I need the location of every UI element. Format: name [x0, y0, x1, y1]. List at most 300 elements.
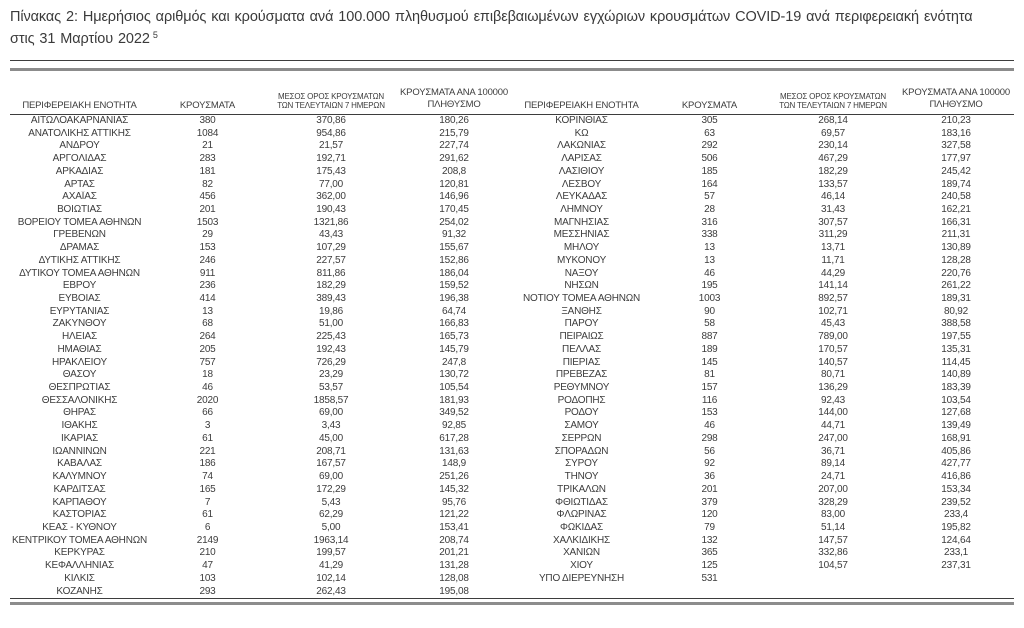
cases-cell: 246: [199, 254, 216, 266]
avg7-cell: 1963,14: [313, 534, 349, 546]
cases-cell: 74: [202, 471, 213, 483]
avg7-cell: 1321,86: [313, 216, 349, 228]
per100k-cell: 247,8: [441, 356, 467, 368]
region-cell: ΠΙΕΡΙΑΣ: [562, 356, 601, 368]
cases-cell: 92: [704, 458, 715, 470]
table-row: [512, 535, 1014, 548]
per100k-cell: 254,02: [439, 216, 469, 228]
cases-cell: 185: [701, 165, 718, 177]
avg7-cell: 208,71: [316, 445, 346, 457]
avg7-cell: 789,00: [818, 331, 848, 343]
avg7-cell: 370,86: [316, 114, 346, 126]
cases-cell: 205: [199, 343, 216, 355]
per100k-cell: 240,58: [941, 191, 971, 203]
avg7-cell: 104,57: [818, 560, 848, 572]
cases-cell: 181: [199, 165, 216, 177]
avg7-cell: 172,29: [316, 483, 346, 495]
avg7-cell: 170,57: [818, 343, 848, 355]
header-per100k-line1: ΚΡΟΥΣΜΑΤΑ ΑΝΑ 100000: [400, 87, 508, 99]
table-row: [512, 140, 1014, 153]
avg7-cell: 389,43: [316, 293, 346, 304]
region-cell: ΚΕΑΣ - ΚΥΘΝΟΥ: [42, 521, 117, 533]
per100k-cell: 159,52: [439, 280, 469, 292]
per100k-cell: 128,28: [941, 254, 971, 266]
per100k-cell: 201,21: [439, 547, 469, 559]
cases-cell: 221: [199, 445, 216, 457]
avg7-cell: 227,57: [316, 254, 346, 266]
header-region-label: ΠΕΡΙΦΕΡΕΙΑΚΗ ΕΝΟΤΗΤΑ: [22, 99, 137, 111]
table-row: [10, 497, 512, 510]
table-row: [10, 306, 512, 319]
region-cell: ΛΑΡΙΣΑΣ: [561, 153, 602, 165]
region-cell: ΔΡΑΜΑΣ: [59, 242, 100, 254]
avg7-cell: 467,29: [818, 153, 848, 165]
header-avg7-line1: ΜΕΣΟΣ ΟΡΟΣ ΚΡΟΥΣΜΑΤΩΝ: [278, 91, 384, 101]
cases-cell: 911: [199, 267, 216, 279]
region-cell: ΧΑΛΚΙΔΙΚΗΣ: [553, 534, 610, 546]
region-cell: ΚΑΛΥΜΝΟΥ: [52, 471, 107, 483]
cases-cell: 79: [704, 521, 715, 533]
region-cell: ΦΩΚΙΔΑΣ: [559, 521, 604, 533]
avg7-cell: 69,00: [318, 471, 344, 483]
table-row: [10, 446, 512, 459]
table-row: [512, 547, 1014, 560]
cases-cell: 283: [199, 153, 216, 165]
region-cell: ΘΕΣΣΑΛΟΝΙΚΗΣ: [41, 394, 118, 406]
cases-cell: 3: [204, 420, 211, 432]
table-row: [512, 497, 1014, 510]
region-cell: ΤΗΝΟΥ: [564, 471, 599, 483]
per100k-cell: [898, 573, 1014, 586]
table-row: [10, 179, 512, 192]
cases-cell: 61: [202, 509, 213, 521]
cases-cell: 2020: [196, 394, 219, 406]
region-cell: ΦΛΩΡΙΝΑΣ: [556, 509, 607, 521]
header-cases-label: ΚΡΟΥΣΜΑΤΑ: [179, 99, 236, 111]
cases-cell: 56: [704, 445, 715, 457]
header-per100k-line2: ΠΛΗΘΥΣΜΟ: [427, 99, 481, 111]
region-cell: ΜΑΓΝΗΣΙΑΣ: [554, 216, 609, 228]
per100k-cell: 128,08: [439, 572, 469, 584]
per100k-cell: 152,86: [439, 254, 469, 266]
table-row: [10, 484, 512, 497]
per100k-cell: 227,74: [439, 140, 469, 152]
cases-cell: 57: [704, 191, 715, 203]
region-cell: ΚΑΡΠΑΘΟΥ: [52, 496, 107, 508]
table-body-right: [512, 114, 1014, 585]
region-cell: ΚΕΡΚΥΡΑΣ: [54, 547, 105, 559]
avg7-cell: 46,14: [820, 191, 846, 203]
per100k-cell: 103,54: [941, 394, 971, 406]
table-row: [512, 446, 1014, 459]
header-avg7-line1: ΜΕΣΟΣ ΟΡΟΣ ΚΡΟΥΣΜΑΤΩΝ: [780, 91, 886, 101]
region-cell: ΝΟΤΙΟΥ ΤΟΜΕΑ ΑΘΗΝΩΝ: [522, 293, 641, 304]
per100k-cell: 617,28: [439, 432, 469, 444]
top-rule-thin: [10, 60, 1014, 61]
cases-cell: 120: [701, 509, 718, 521]
cases-cell: 1084: [196, 127, 219, 139]
table-row: [10, 293, 512, 306]
avg7-cell: 62,29: [318, 509, 344, 521]
table-row: [10, 369, 512, 382]
header-cases: [149, 71, 266, 115]
per100k-cell: 145,79: [439, 343, 469, 355]
avg7-cell: 45,43: [820, 318, 846, 330]
header-avg7: [266, 71, 396, 115]
cases-cell: 164: [701, 178, 718, 190]
avg7-cell: 107,29: [316, 242, 346, 254]
region-cell: ΛΑΣΙΘΙΟΥ: [558, 165, 605, 177]
table-row: [10, 458, 512, 471]
table-row: [10, 140, 512, 153]
covid-table-left-half: [10, 71, 512, 598]
header-avg7-line2: ΤΩΝ ΤΕΛΕΥΤΑΙΩΝ 7 ΗΜΕΡΩΝ: [779, 101, 887, 111]
region-cell: ΑΡΓΟΛΙΔΑΣ: [52, 153, 107, 165]
per100k-cell: 177,97: [941, 153, 971, 165]
per100k-cell: 189,31: [941, 293, 971, 304]
per100k-cell: 233,4: [943, 509, 969, 521]
cases-cell: 46: [202, 382, 213, 394]
per100k-cell: 131,63: [439, 445, 469, 457]
region-cell: ΜΥΚΟΝΟΥ: [556, 254, 607, 266]
per100k-cell: 220,76: [941, 267, 971, 279]
avg7-cell: 1858,57: [313, 394, 349, 406]
region-cell: ΚΕΝΤΡΙΚΟΥ ΤΟΜΕΑ ΑΘΗΝΩΝ: [11, 534, 148, 546]
table-row: [10, 509, 512, 522]
per100k-cell: 197,55: [941, 331, 971, 343]
avg7-cell: 167,57: [316, 458, 346, 470]
per100k-cell: 121,22: [439, 509, 469, 521]
region-cell: ΘΕΣΠΡΩΤΙΑΣ: [48, 382, 111, 394]
per100k-cell: 64,74: [441, 305, 467, 317]
cases-cell: 82: [202, 178, 213, 190]
avg7-cell: 24,71: [820, 471, 846, 483]
cases-cell: 210: [199, 547, 216, 559]
region-cell: ΡΟΔΟΠΗΣ: [557, 394, 606, 406]
table-row: [512, 369, 1014, 382]
header-region: [512, 71, 651, 115]
per100k-cell: 92,85: [441, 420, 467, 432]
cases-cell: 305: [701, 114, 718, 126]
per100k-cell: 261,22: [941, 280, 971, 292]
region-cell: ΠΑΡΟΥ: [564, 318, 599, 330]
per100k-cell: 245,42: [941, 165, 971, 177]
avg7-cell: 192,71: [316, 153, 346, 165]
table-row: [10, 331, 512, 344]
table-row: [512, 357, 1014, 370]
table-row: [512, 268, 1014, 281]
region-cell: ΣΠΟΡΑΔΩΝ: [554, 445, 609, 457]
avg7-cell: 19,86: [318, 305, 344, 317]
region-cell: ΝΗΣΩΝ: [564, 280, 599, 292]
table-row: [10, 560, 512, 573]
avg7-cell: 726,29: [316, 356, 346, 368]
table-row: [10, 433, 512, 446]
region-cell: ΠΕΛΛΑΣ: [562, 343, 601, 355]
region-cell: ΣΑΜΟΥ: [564, 420, 599, 432]
cases-cell: 153: [701, 407, 718, 419]
region-cell: ΠΕΙΡΑΙΩΣ: [559, 331, 604, 343]
cases-cell: 36: [704, 471, 715, 483]
cases-cell: 13: [704, 254, 715, 266]
avg7-cell: 311,29: [818, 229, 848, 241]
per100k-cell: 153,41: [439, 521, 469, 533]
table-row: [512, 458, 1014, 471]
per100k-cell: 189,74: [941, 178, 971, 190]
avg7-cell: 69,57: [820, 127, 846, 139]
region-cell: ΚΟΡΙΝΘΙΑΣ: [555, 114, 608, 126]
avg7-cell: 141,14: [818, 280, 848, 292]
table-row: [512, 229, 1014, 242]
table-row: [10, 255, 512, 268]
table-row: [512, 242, 1014, 255]
table-row: [512, 573, 1014, 586]
cases-cell: 66: [202, 407, 213, 419]
region-cell: ΑΡΤΑΣ: [64, 178, 95, 190]
avg7-cell: 892,57: [818, 293, 848, 304]
region-cell: ΘΗΡΑΣ: [63, 407, 96, 419]
cases-cell: 58: [704, 318, 715, 330]
table-row: [10, 268, 512, 281]
avg7-cell: 3,43: [321, 420, 341, 432]
per100k-cell: 155,67: [439, 242, 469, 254]
region-cell: ΘΑΣΟΥ: [62, 369, 97, 381]
avg7-cell: 230,14: [818, 140, 848, 152]
header-cases: [651, 71, 768, 115]
header-per100k: [898, 71, 1014, 115]
avg7-cell: 102,14: [316, 572, 346, 584]
cases-cell: 6: [204, 521, 211, 533]
avg7-cell: 13,71: [820, 242, 846, 254]
per100k-cell: 139,49: [941, 420, 971, 432]
region-cell: ΡΟΔΟΥ: [564, 407, 599, 419]
cases-cell: 13: [704, 242, 715, 254]
avg7-cell: 811,86: [316, 267, 346, 279]
table-row: [10, 471, 512, 484]
per100k-cell: 95,76: [441, 496, 467, 508]
per100k-cell: 145,32: [439, 483, 469, 495]
region-cell: ΚΑΣΤΟΡΙΑΣ: [52, 509, 107, 521]
avg7-cell: 328,29: [818, 496, 848, 508]
table-row: [512, 382, 1014, 395]
region-cell: ΓΡΕΒΕΝΩΝ: [53, 229, 106, 241]
table-row: [512, 204, 1014, 217]
cases-cell: 236: [199, 280, 216, 292]
per100k-cell: 120,81: [439, 178, 469, 190]
cases-cell: 201: [701, 483, 718, 495]
region-cell: ΙΚΑΡΙΑΣ: [60, 432, 99, 444]
table-row: [512, 114, 1014, 127]
cases-cell: 298: [701, 432, 718, 444]
avg7-cell: 190,43: [316, 203, 346, 215]
region-cell: ΔΥΤΙΚΗΣ ΑΤΤΙΚΗΣ: [38, 254, 121, 266]
table-row: [10, 547, 512, 560]
avg7-cell: 11,71: [821, 254, 845, 266]
cases-cell: 125: [701, 560, 718, 572]
per100k-cell: 127,68: [941, 407, 971, 419]
region-cell: ΚΩ: [574, 127, 589, 139]
table-row: [512, 191, 1014, 204]
per100k-cell: 130,72: [439, 369, 469, 381]
table-row: [10, 191, 512, 204]
per100k-cell: 208,8: [441, 165, 467, 177]
table-row: [512, 128, 1014, 141]
avg7-cell: 307,57: [818, 216, 848, 228]
table-row: [10, 420, 512, 433]
avg7-cell: [768, 573, 898, 586]
table-row: [512, 433, 1014, 446]
per100k-cell: 166,31: [941, 216, 971, 228]
per100k-cell: 210,23: [941, 114, 971, 126]
avg7-cell: 182,29: [818, 165, 848, 177]
table-row: [512, 331, 1014, 344]
cases-cell: 338: [701, 229, 718, 241]
per100k-cell: 165,73: [439, 331, 469, 343]
cases-cell: 379: [701, 496, 718, 508]
cases-cell: 46: [704, 420, 715, 432]
table-row: [512, 166, 1014, 179]
per100k-cell: 146,96: [439, 191, 469, 203]
avg7-cell: 225,43: [316, 331, 346, 343]
cases-cell: 2149: [196, 534, 219, 546]
per100k-cell: 166,83: [439, 318, 469, 330]
region-cell: ΕΥΒΟΙΑΣ: [58, 293, 101, 304]
per100k-cell: 91,32: [441, 229, 467, 241]
table-row: [512, 509, 1014, 522]
table-row: [512, 306, 1014, 319]
region-cell: ΥΠΟ ΔΙΕΡΕΥΝΗΣΗ: [538, 572, 625, 584]
table-row: [512, 217, 1014, 230]
cases-cell: 264: [199, 331, 216, 343]
per100k-cell: 195,08: [439, 585, 469, 597]
avg7-cell: 92,43: [820, 394, 846, 406]
region-cell: ΦΘΙΩΤΙΔΑΣ: [555, 496, 608, 508]
region-cell: ΧΙΟΥ: [570, 560, 593, 572]
table-row: [10, 382, 512, 395]
per100k-cell: 183,16: [941, 127, 971, 139]
per100k-cell: 208,74: [439, 534, 469, 546]
per100k-cell: 105,54: [439, 382, 469, 394]
avg7-cell: 44,71: [820, 420, 846, 432]
cases-cell: 887: [701, 331, 718, 343]
avg7-cell: 53,57: [318, 382, 344, 394]
table-header-right: [512, 71, 1014, 115]
table-row: [10, 204, 512, 217]
cases-cell: 61: [202, 432, 213, 444]
cases-cell: 7: [204, 496, 211, 508]
cases-cell: 165: [199, 483, 216, 495]
header-per100k-line1: ΚΡΟΥΣΜΑΤΑ ΑΝΑ 100000: [902, 87, 1010, 99]
region-cell: ΑΧΑΪΑΣ: [62, 191, 97, 203]
avg7-cell: 51,00: [318, 318, 344, 330]
cases-cell: 46: [704, 267, 715, 279]
table-row: [10, 522, 512, 535]
header-row: [512, 71, 1014, 115]
bottom-rule-thick: [10, 602, 1014, 605]
avg7-cell: 133,57: [818, 178, 848, 190]
cases-cell: 18: [202, 369, 213, 381]
region-cell: ΕΒΡΟΥ: [62, 280, 97, 292]
cases-cell: 292: [701, 140, 718, 152]
region-cell: ΛΑΚΩΝΙΑΣ: [557, 140, 606, 152]
avg7-cell: 102,71: [818, 305, 848, 317]
region-cell: ΕΥΡΥΤΑΝΙΑΣ: [49, 305, 110, 317]
avg7-cell: 69,00: [318, 407, 344, 419]
avg7-cell: 262,43: [316, 585, 346, 597]
table-title-text: Πίνακας 2: Ημερήσιος αριθμός και κρούσματα ανά 100.000 πληθυσμού επιβεβαιωμένων εγχώριων κρουσμάτων COVID-19 ανά περιφερειακή ενότητα στις 31 Μαρτίου 2022: [10, 9, 973, 48]
cases-cell: 68: [202, 318, 213, 330]
table-row: [10, 153, 512, 166]
per100k-cell: 140,89: [941, 369, 971, 381]
per100k-cell: 153,34: [941, 483, 971, 495]
avg7-cell: 44,29: [820, 267, 846, 279]
region-cell: ΖΑΚΥΝΘΟΥ: [52, 318, 107, 330]
table-row: [10, 344, 512, 357]
avg7-cell: 144,00: [818, 407, 848, 419]
cases-cell: 414: [199, 293, 216, 304]
cases-cell: 456: [199, 191, 216, 203]
table-row: [512, 293, 1014, 306]
avg7-cell: 247,00: [818, 432, 848, 444]
avg7-cell: 43,43: [318, 229, 344, 241]
region-cell: ΚΟΖΑΝΗΣ: [56, 585, 103, 597]
per100k-cell: 291,62: [439, 153, 469, 165]
per100k-cell: 388,58: [941, 318, 971, 330]
avg7-cell: 268,14: [818, 114, 848, 126]
region-cell: ΔΥΤΙΚΟΥ ΤΟΜΕΑ ΑΘΗΝΩΝ: [19, 267, 140, 279]
table-row: [10, 407, 512, 420]
cases-cell: 29: [202, 229, 213, 241]
table-row: [10, 217, 512, 230]
region-cell: ΚΑΡΔΙΤΣΑΣ: [53, 483, 106, 495]
cases-cell: 506: [701, 153, 718, 165]
table-row: [512, 179, 1014, 192]
table-row: [512, 280, 1014, 293]
per100k-cell: 124,64: [941, 534, 971, 546]
per100k-cell: 416,86: [941, 471, 971, 483]
per100k-cell: 131,28: [439, 560, 469, 572]
cases-cell: 757: [199, 356, 216, 368]
table-row: [512, 255, 1014, 268]
table-row: [10, 280, 512, 293]
region-cell: ΜΗΛΟΥ: [563, 242, 600, 254]
table-row: [10, 229, 512, 242]
avg7-cell: 199,57: [316, 547, 346, 559]
table-body-left: [10, 114, 512, 598]
header-region-label: ΠΕΡΙΦΕΡΕΙΑΚΗ ΕΝΟΤΗΤΑ: [524, 99, 639, 111]
avg7-cell: 182,29: [316, 280, 346, 292]
table-row: [512, 471, 1014, 484]
per100k-cell: 114,45: [941, 356, 971, 368]
avg7-cell: 41,29: [318, 560, 344, 572]
cases-cell: 531: [701, 572, 718, 584]
per100k-cell: 162,21: [941, 203, 971, 215]
table-row: [10, 357, 512, 370]
region-cell: ΧΑΝΙΩΝ: [563, 547, 600, 559]
region-cell: ΙΘΑΚΗΣ: [61, 420, 98, 432]
per100k-cell: 239,52: [941, 496, 971, 508]
per100k-cell: 170,45: [439, 203, 469, 215]
table-row: [10, 114, 512, 127]
cases-cell: 365: [701, 547, 718, 559]
covid-table-right-half: [512, 71, 1014, 586]
table-title: [10, 6, 978, 51]
avg7-cell: 36,71: [820, 445, 846, 457]
avg7-cell: 175,43: [316, 165, 346, 177]
header-region: [10, 71, 149, 115]
cases-cell: 103: [199, 572, 216, 584]
per100k-cell: 251,26: [439, 471, 469, 483]
